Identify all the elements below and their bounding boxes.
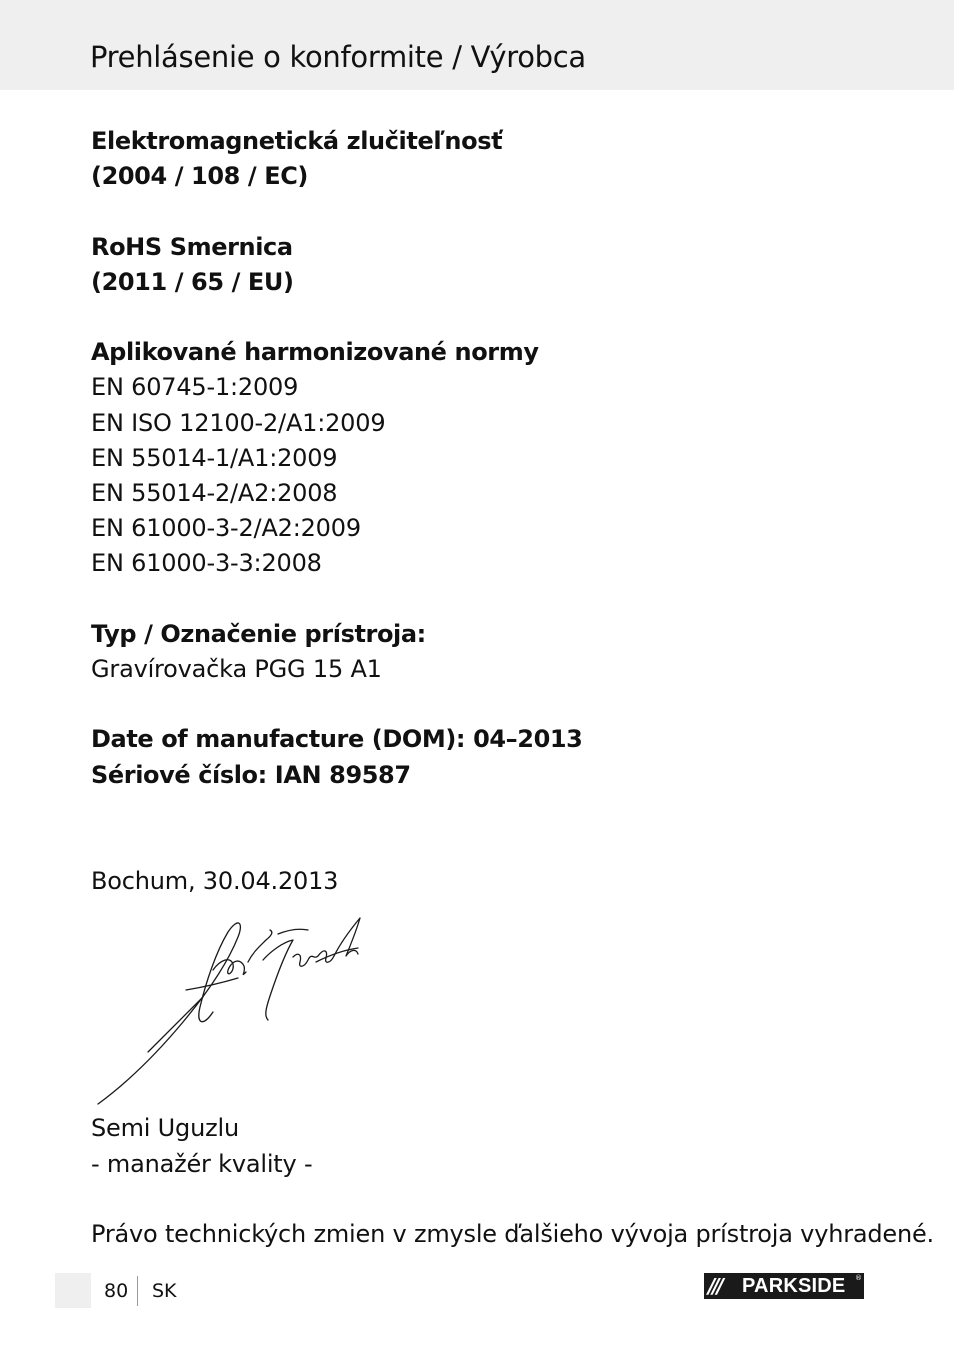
logo-stripes-icon: /// [708, 1274, 721, 1298]
signatory-role: - manažér kvality - [91, 1150, 313, 1178]
signatory-name: Semi Uguzlu [91, 1114, 239, 1142]
norm-item: EN 60745-1:2009 [91, 373, 299, 402]
rohs-heading: RoHS Smernica [91, 232, 293, 261]
page-number: 80 [104, 1280, 129, 1302]
rohs-directive: (2011 / 65 / EU) [91, 267, 294, 296]
registered-mark: ® [855, 1274, 862, 1282]
page-title: Prehlásenie o konformite / Výrobca [90, 40, 586, 74]
emc-directive: (2004 / 108 / EC) [91, 162, 308, 191]
norm-item: EN 55014-2/A2:2008 [91, 479, 338, 507]
type-heading: Typ / Označenie prístroja: [91, 619, 426, 648]
norm-item: EN ISO 12100-2/A1:2009 [91, 408, 386, 437]
parkside-logo [704, 1273, 864, 1299]
disclaimer-text: Právo technických zmien v zmysle ďalšieho vývoja prístroja vyhradené. [91, 1220, 934, 1248]
footer-divider [137, 1276, 138, 1306]
footer-marker-box [55, 1273, 91, 1308]
serial-number: Sériové číslo: IAN 89587 [91, 760, 411, 789]
logo-text: PARKSIDE [742, 1275, 846, 1297]
type-value: Gravírovačka PGG 15 A1 [91, 655, 382, 683]
language-code: SK [152, 1280, 177, 1302]
norms-heading: Aplikované harmonizované normy [91, 338, 539, 367]
declaration-content [91, 124, 891, 793]
place-date: Bochum, 30.04.2013 [91, 867, 339, 895]
date-of-manufacture: Date of manufacture (DOM): 04–2013 [91, 725, 583, 754]
norm-item: EN 61000-3-3:2008 [91, 549, 322, 578]
norm-item: EN 61000-3-2/A2:2009 [91, 514, 361, 543]
emc-heading: Elektromagnetická zlučiteľnosť [91, 127, 503, 155]
norm-item: EN 55014-1/A1:2009 [91, 443, 338, 472]
signature [88, 912, 378, 1112]
